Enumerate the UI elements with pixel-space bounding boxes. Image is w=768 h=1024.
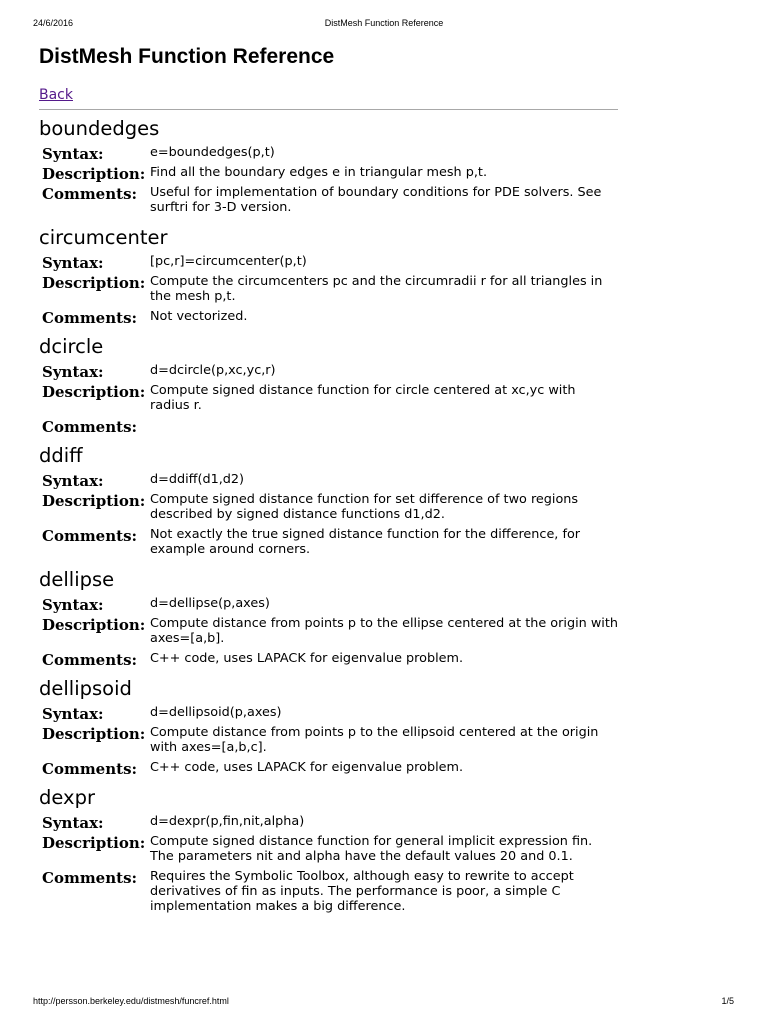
comments-label: Comments: xyxy=(42,418,138,436)
print-footer xyxy=(0,996,768,1008)
syntax-value: d=dellipse(p,axes) xyxy=(149,596,270,611)
syntax-label: Syntax: xyxy=(42,254,104,272)
function-name: dexpr xyxy=(39,786,95,809)
comments-label: Comments: xyxy=(42,185,138,203)
function-name: circumcenter xyxy=(39,226,168,249)
definition-table xyxy=(39,254,619,327)
syntax-value: d=dcircle(p,xc,yc,r) xyxy=(149,363,276,378)
syntax-value: d=dellipsoid(p,axes) xyxy=(149,705,282,720)
definition-table xyxy=(39,363,619,436)
function-entry-dexpr xyxy=(39,786,619,917)
syntax-value: d=dexpr(p,fin,nit,alpha) xyxy=(149,814,305,829)
comments-value: Not exactly the true signed distance function for the difference, for example around corners. xyxy=(149,527,581,557)
comments-label: Comments: xyxy=(42,760,138,778)
description-value: Compute signed distance function for circle centered at xc,yc with radius r. xyxy=(149,383,576,413)
syntax-value: [pc,r]=circumcenter(p,t) xyxy=(149,254,307,269)
definition-table xyxy=(39,814,619,917)
description-value: Compute distance from points p to the ellipsoid centered at the origin with axes=[a,b,c]. xyxy=(149,725,599,755)
comments-label: Comments: xyxy=(42,527,138,545)
function-entry-dellipse xyxy=(39,568,619,669)
function-entry-ddiff xyxy=(39,444,619,560)
function-name: dellipsoid xyxy=(39,677,132,700)
comments-value: C++ code, uses LAPACK for eigenvalue problem. xyxy=(149,760,464,775)
syntax-label: Syntax: xyxy=(42,145,104,163)
definition-table xyxy=(39,596,619,669)
function-name: dellipse xyxy=(39,568,115,591)
description-label: Description: xyxy=(42,834,146,852)
syntax-value: d=ddiff(d1,d2) xyxy=(149,472,245,487)
function-name: dcircle xyxy=(39,335,104,358)
syntax-value: e=boundedges(p,t) xyxy=(149,145,275,160)
comments-value: Not vectorized. xyxy=(149,309,248,324)
description-label: Description: xyxy=(42,165,146,183)
description-value: Compute signed distance function for general implicit expression fin. The parameters nit and alpha have the default values 20 and 0.1. xyxy=(149,834,593,864)
description-label: Description: xyxy=(42,725,146,743)
function-entry-circumcenter xyxy=(39,226,619,327)
syntax-label: Syntax: xyxy=(42,363,104,381)
comments-value: Useful for implementation of boundary conditions for PDE solvers. See surftri for 3-D version. xyxy=(149,185,602,215)
print-header xyxy=(0,18,768,30)
description-value: Find all the boundary edges e in triangular mesh p,t. xyxy=(149,165,488,180)
comments-label: Comments: xyxy=(42,651,138,669)
page-title: DistMesh Function Reference xyxy=(39,45,335,68)
function-entry-dellipsoid xyxy=(39,677,619,778)
description-label: Description: xyxy=(42,383,146,401)
definition-table xyxy=(39,472,619,560)
description-value: Compute the circumcenters pc and the circumradii r for all triangles in the mesh p,t. xyxy=(149,274,603,304)
function-name: boundedges xyxy=(39,117,160,140)
print-url: http://persson.berkeley.edu/distmesh/funcref.html xyxy=(33,996,229,1006)
print-date: 24/6/2016 xyxy=(33,18,74,28)
comments-label: Comments: xyxy=(42,309,138,327)
divider xyxy=(39,109,618,110)
comments-value xyxy=(150,416,619,436)
syntax-label: Syntax: xyxy=(42,814,104,832)
function-entry-boundedges xyxy=(39,117,619,218)
comments-label: Comments: xyxy=(42,869,138,887)
definition-table xyxy=(39,705,619,778)
comments-value: C++ code, uses LAPACK for eigenvalue problem. xyxy=(149,651,464,666)
print-title: DistMesh Function Reference xyxy=(324,18,444,28)
function-entry-dcircle xyxy=(39,335,619,436)
description-value: Compute distance from points p to the ellipse centered at the origin with axes=[a,b]. xyxy=(149,616,618,646)
comments-value: Requires the Symbolic Toolbox, although easy to rewrite to accept derivatives of fin as inputs. The performance is poor, a simple C implementation makes a big difference. xyxy=(149,869,574,914)
back-link[interactable]: Back xyxy=(39,87,73,103)
page-number: 1/5 xyxy=(721,996,734,1006)
description-label: Description: xyxy=(42,492,146,510)
syntax-label: Syntax: xyxy=(42,596,104,614)
function-name: ddiff xyxy=(39,444,83,467)
description-label: Description: xyxy=(42,274,146,292)
syntax-label: Syntax: xyxy=(42,472,104,490)
syntax-label: Syntax: xyxy=(42,705,104,723)
definition-table xyxy=(39,145,619,218)
main-content xyxy=(39,42,619,917)
description-value: Compute signed distance function for set difference of two regions described by signed distance functions d1,d2. xyxy=(149,492,579,522)
description-label: Description: xyxy=(42,616,146,634)
